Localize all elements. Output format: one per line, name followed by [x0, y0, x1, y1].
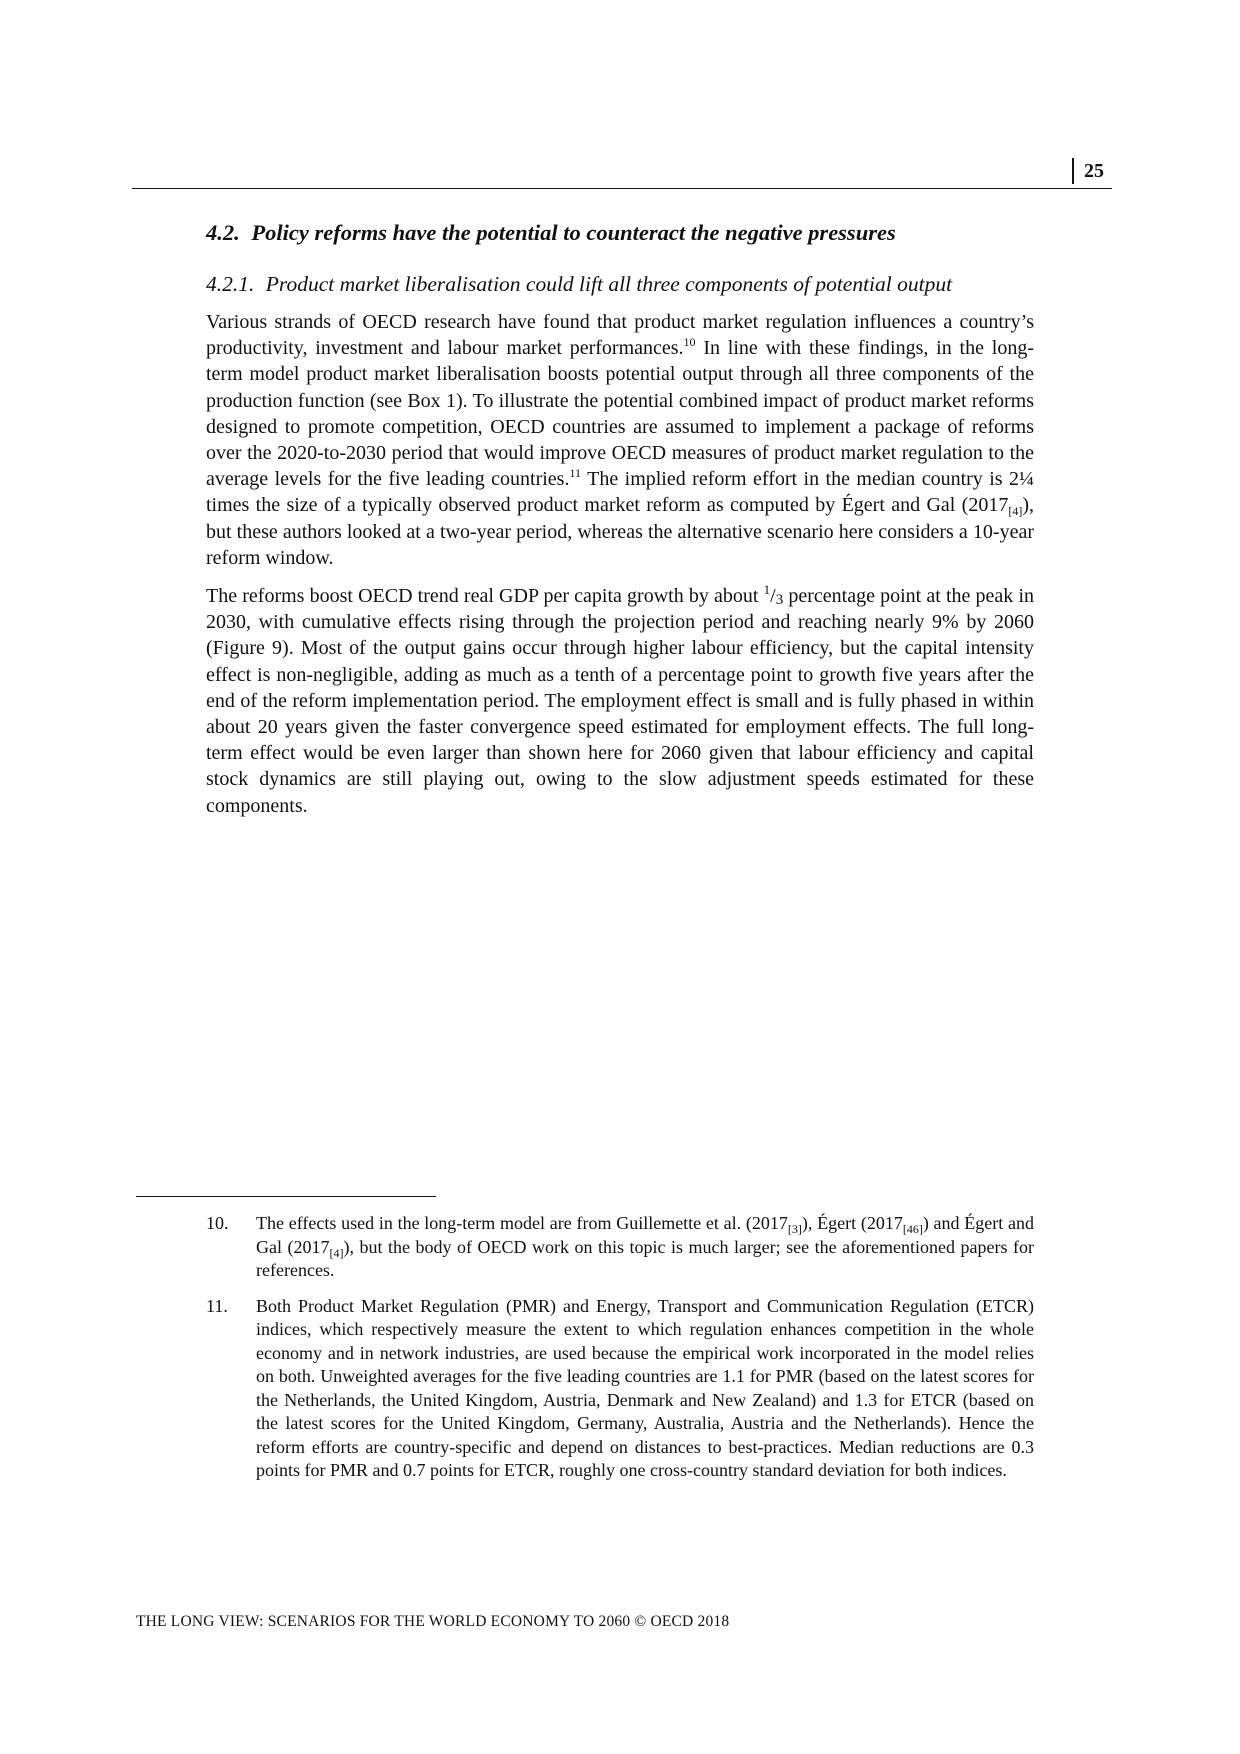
paragraph-text: The reforms boost OECD trend real GDP per capita growth by about — [206, 585, 764, 608]
body-paragraph-1 — [206, 309, 1034, 571]
footnote-10 — [206, 1212, 1034, 1283]
footnote-text: Both Product Market Regulation (PMR) and Energy, Transport and Communication Regulation (ETCR) indices, which respectively measure the extent to which regulation enhances competition in the whole economy and in network industries, are used because the empirical work incorporated in the model relies on both. Unweighted averages for the five leading countries are 1.1 for PMR (based on the latest scores for the Netherlands, the United Kingdom, Austria, Denmark and New Zealand) and 1.3 for ETCR (based on the latest scores for the United Kingdom, Germany, Australia, Austria and the Netherlands). Hence the reform efforts are country-specific and depend on distances to best-practices. Median reductions are 0.3 points for PMR and 0.7 points for ETCR, roughly one cross-country standard deviation for both indices. — [256, 1295, 1034, 1480]
subsection-number: 4.2.1. — [206, 272, 255, 296]
page-footer: THE LONG VIEW: SCENARIOS FOR THE WORLD ECONOMY TO 2060 © OECD 2018 — [136, 1613, 730, 1630]
paragraph-text: ), but these authors looked at a two-year period, whereas the alternative scenario here considers a 10-year reform window. — [206, 494, 1034, 569]
fraction-denominator: 3 — [775, 592, 784, 609]
paragraph-text: The implied reform effort in the median country is 2¼ times the size of a typically observed product market reform as computed by Égert and Gal (2017 — [206, 468, 1034, 517]
section-heading — [206, 218, 1034, 248]
citation-ref[interactable]: [4] — [1008, 504, 1023, 519]
subsection-heading — [206, 270, 1034, 299]
footnote-text-part: ), Égert (2017 — [801, 1213, 903, 1233]
footnote-separator — [136, 1196, 436, 1197]
footnote-text-part: ) and Égert and Gal (2017 — [256, 1213, 1035, 1257]
citation-ref[interactable]: [46] — [902, 1222, 923, 1236]
paragraph-text: percentage point at the peak in 2030, with cumulative effects rising through the projection period and reaching nearly 9% by 2060 (Figure 9). Most of the output gains occur through higher labour efficiency, but the capital intensity effect is non-negligible, adding as much as a tenth of a percentage point to growth five years after the end of the reform implementation period. The employment effect is small and is fully phased in within about 20 years given the faster convergence speed estimated for employment effects. The full long-term effect would be even larger than shown here for 2060 given that labour efficiency and capital stock dynamics are still playing out, owing to the slow adjustment speeds estimated for these components. — [206, 585, 1034, 817]
footnote-number: 10. — [206, 1213, 229, 1233]
main-content — [206, 218, 1034, 831]
footnote-ref-11[interactable]: 11 — [569, 466, 582, 481]
footnote-number: 11. — [206, 1295, 228, 1316]
footnote-text-part: The effects used in the long-term model are from Guillemette et al. (2017 — [256, 1213, 788, 1233]
footnote-11 — [206, 1295, 1034, 1483]
page-number: 25 — [1072, 158, 1104, 184]
subsection-title: Product market liberalisation could lift all three components of potential output — [265, 272, 953, 296]
header-rule — [132, 188, 1112, 189]
fraction-slash: / — [770, 585, 776, 608]
citation-ref[interactable]: [3] — [787, 1222, 802, 1236]
citation-ref[interactable]: [4] — [329, 1245, 344, 1260]
section-title: Policy reforms have the potential to counteract the negative pressures — [251, 220, 896, 245]
paragraph-text: In line with these findings, in the long-term model product market liberalisation boosts potential output through all three components of the production function (see Box 1). To illustrate the potential combined impact of product market reforms designed to promote competition, OECD countries are assumed to implement a package of reforms over the 2020-to-2030 period that would improve OECD measures of product market regulation to the average levels for the five leading countries. — [206, 337, 1034, 491]
body-paragraph-2 — [206, 583, 1034, 819]
footnote-text — [256, 1212, 1034, 1283]
section-number: 4.2. — [206, 220, 240, 245]
fraction-numerator: 1 — [763, 582, 771, 598]
footnotes — [206, 1212, 1034, 1495]
footnote-ref-10[interactable]: 10 — [683, 335, 696, 350]
paragraph-text: Various strands of OECD research have found that product market regulation influences a country’s productivity, investment and labour market performances. — [206, 311, 1034, 360]
footnote-text-part: ), but the body of OECD work on this topic is much larger; see the aforementioned papers for references. — [256, 1236, 1034, 1280]
